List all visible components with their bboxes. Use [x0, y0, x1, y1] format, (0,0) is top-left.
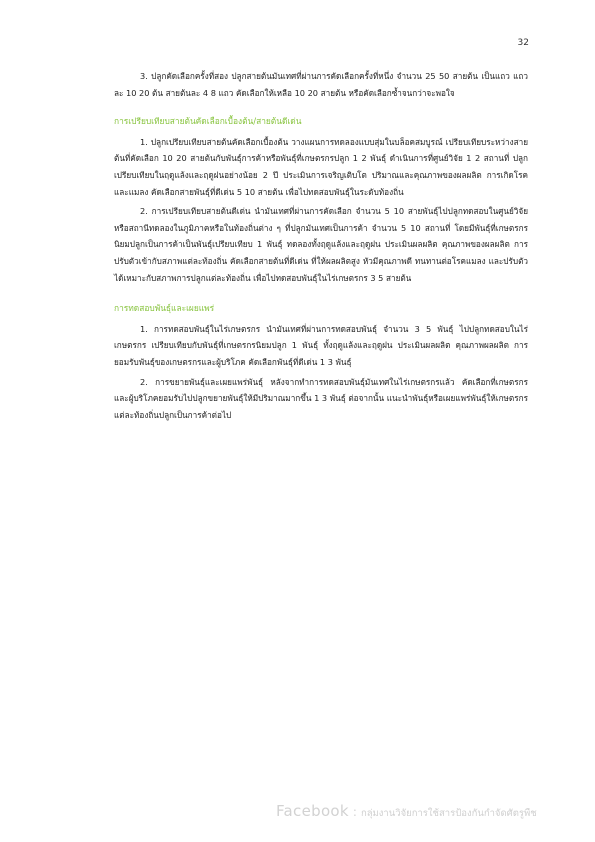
- paragraph-comparison-2: 2. การเปรียบเทียบสายต้นดีเด่น นำมันเทศที่ผ่านการคัดเลือก จำนวน 5 10 สายพันธุ์ไปปลูกทดสอบในศูนย์วิจัยหรือสถานีทดลองในภูมิภาคหรือในท้องถิ่นต่าง ๆ ที่ปลูกมันเทศเป็นการค้า จำนวน 5 10 สถานที่ โดยมีพันธุ์ที่เกษตรกรนิยมปลูกเป็นการค้าเป็นพันธุ์เปรียบเทียบ 1 พันธุ์ ทดลองทั้งฤดูแล้งและฤดูฝน ประเมินผลผลิต คุณภาพของผลผลิต การปรับตัวเข้ากับสภาพแต่ละท้องถิ่น คัดเลือกสายต้นที่ดีเด่น ที่ให้ผลผลิตสูง หัวมีคุณภาพดี ทนทานต่อโรคแมลง และปรับตัวได้เหมาะกับสภาพการปลูกแต่ละท้องถิ่น เพื่อไปทดสอบพันธุ์ในไร่เกษตรกร 3 5 สายต้น: [114, 206, 528, 283]
- paragraph-comparison-1: 1. ปลูกเปรียบเทียบสายต้นคัดเลือกเบื้องต้น วางแผนการทดลองแบบสุ่มในบล็อคสมบูรณ์ เปรียบเทียบระหว่างสายต้นที่คัดเลือก 10 20 สายต้นกับพันธุ์การค้าหรือพันธุ์ที่เกษตรกรปลูก 1 2 พันธุ์ ดำเนินการที่ศูนย์วิจัย 1 2 สถานที่ ปลูกเปรียบเทียบในฤดูแล้งและฤดูฝนอย่างน้อย 2 ปี ประเมินการเจริญเติบโต ปริมาณและคุณภาพของผลผลิต การเกิดโรคและแมลง คัดเลือกสายพันธุ์ที่ดีเด่น 5 10 สายต้น เพื่อไปทดสอบพันธุ์ในระดับท้องถิ่น: [114, 136, 528, 197]
- footer-brand: Facebook: [276, 802, 349, 820]
- footer-watermark: [276, 802, 537, 821]
- footer-group-name: กลุ่มงานวิจัยการใช้สารป้องกันกำจัดศัตรูพืช: [360, 808, 537, 819]
- paragraph-testing-2: 2. การขยายพันธุ์และเผยแพร่พันธุ์ หลังจากทำการทดสอบพันธุ์มันเทศในไร่เกษตรกรแล้ว คัดเลือกที่เกษตรกรและผู้บริโภคยอมรับไปปลูกขยายพันธุ์ให้มีปริมาณมากขึ้น 1 3 พันธุ์ ต่อจากนั้น แนะนำพันธุ์หรือเผยแพร่พันธุ์ให้เกษตรกรแต่ละท้องถิ่นปลูกเป็นการค้าต่อไป: [114, 376, 528, 420]
- paragraph-testing-1: 1. การทดสอบพันธุ์ในไร่เกษตรกร นำมันเทศที่ผ่านการทดสอบพันธุ์ จำนวน 3 5 พันธุ์ ไปปลูกทดสอบในไร่เกษตรกร เปรียบเทียบกับพันธุ์ที่เกษตรกรนิยมปลูก 1 พันธุ์ ทั้งฤดูแล้งและฤดูฝน ประเมินผลผลิต คุณภาพผลผลิต การยอมรับพันธุ์ของเกษตรกรและผู้บริโภค คัดเลือกพันธุ์ที่ดีเด่น 1 3 พันธุ์: [114, 323, 528, 367]
- document-body: [114, 68, 528, 426]
- page-number: 32: [517, 38, 529, 48]
- section-heading-testing-distribution: การทดสอบพันธุ์และเผยแพร่: [114, 303, 215, 314]
- footer-separator: :: [352, 805, 357, 819]
- paragraph-selection-step-3: 3. ปลูกคัดเลือกครั้งที่สอง ปลูกสายต้นมันเทศที่ผ่านการคัดเลือกครั้งที่หนึ่ง จำนวน 25 50 สายต้น เป็นแถว แถวละ 10 20 ต้น สายต้นละ 4 8 แถว คัดเลือกให้เหลือ 10 20 สายต้น หรือคัดเลือกซ้ำจนกว่าจะพอใจ: [114, 71, 528, 98]
- section-heading-comparison: การเปรียบเทียบสายต้นคัดเลือกเบื้องต้น/สายต้นดีเด่น: [114, 116, 302, 127]
